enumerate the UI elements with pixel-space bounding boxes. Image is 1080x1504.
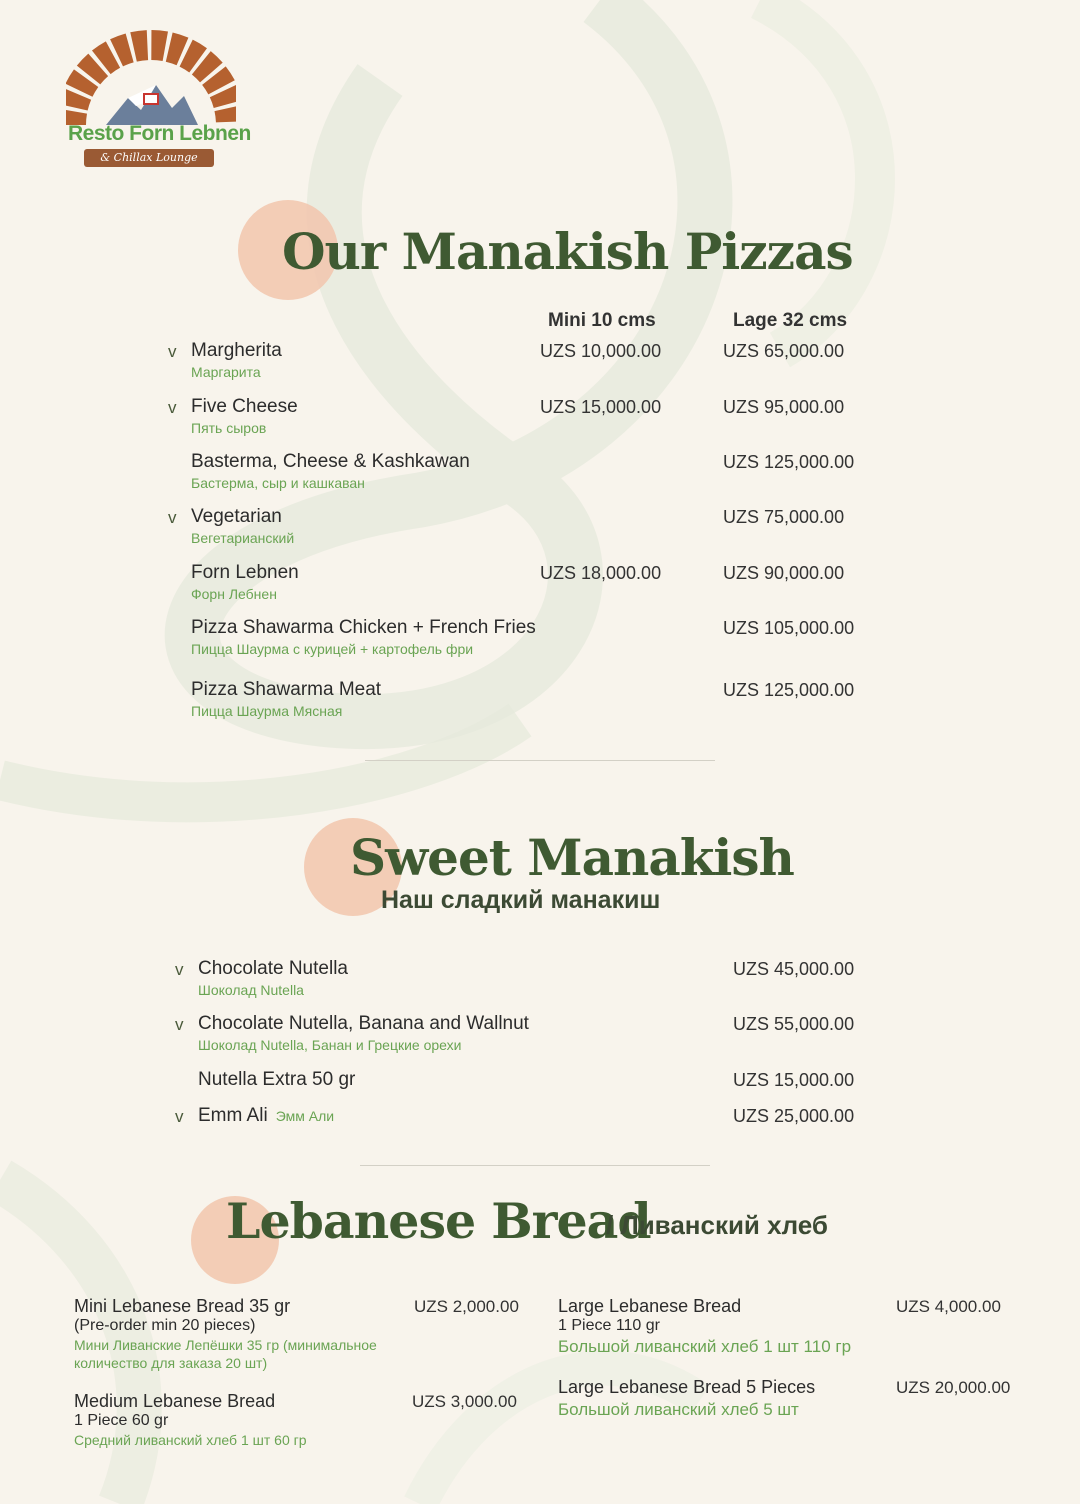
bread-item: [74, 1391, 307, 1448]
menu-item: [198, 958, 348, 998]
item-name: Large Lebanese Bread 5 Pieces: [558, 1377, 816, 1397]
price-large: UZS 90,000.00: [723, 563, 845, 583]
bread-item: [558, 1296, 851, 1357]
price-large: UZS 75,000.00: [723, 507, 845, 527]
bread-title-ru: / Ливанский хлеб: [606, 1210, 828, 1240]
price-large: UZS 65,000.00: [723, 341, 845, 361]
restaurant-logo: [64, 30, 274, 170]
logo-tagline: & Chillax Lounge: [84, 149, 214, 167]
item-name: Forn Lebnen: [191, 562, 299, 583]
price-mini: UZS 18,000.00: [540, 563, 662, 583]
vegetarian-mark: v: [175, 1107, 184, 1126]
vegetarian-mark: v: [168, 342, 177, 361]
item-price: UZS 3,000.00: [412, 1392, 517, 1411]
item-name-ru: Средний ливанский хлеб 1 шт 60 гр: [74, 1432, 307, 1448]
price-mini: UZS 10,000.00: [540, 341, 662, 361]
item-name: Pizza Shawarma Meat: [191, 679, 382, 700]
item-price: UZS 55,000.00: [733, 1014, 855, 1034]
item-name: Emm Ali: [198, 1105, 268, 1126]
item-name: Basterma, Cheese & Kashkawan: [191, 451, 470, 472]
oven-icon: [66, 30, 236, 125]
item-price: UZS 25,000.00: [733, 1106, 855, 1126]
price-large: UZS 125,000.00: [723, 452, 855, 472]
menu-item: [191, 562, 299, 602]
item-name: Mini Lebanese Bread 35 gr: [74, 1296, 291, 1316]
item-price: UZS 15,000.00: [733, 1070, 855, 1090]
item-name: Nutella Extra 50 gr: [198, 1069, 356, 1090]
item-name: Large Lebanese Bread: [558, 1296, 742, 1316]
col-header-large: Lage 32 cms: [733, 310, 848, 331]
price-large: UZS 125,000.00: [723, 680, 855, 700]
section-divider: [365, 760, 715, 761]
item-price: UZS 45,000.00: [733, 959, 855, 979]
item-name-ru: Пицца Шаурма Мясная: [191, 703, 343, 719]
item-name-ru: Шоколад Nutella: [198, 982, 304, 998]
item-name-ru: Большой ливанский хлеб 1 шт 110 гр: [558, 1337, 852, 1356]
menu-item: [191, 679, 381, 719]
item-name-ru: Бастерма, сыр и кашкаван: [191, 475, 365, 491]
item-detail: (Pre-order min 20 pieces): [74, 1317, 256, 1334]
menu-item: [191, 396, 298, 436]
item-price: UZS 4,000.00: [896, 1297, 1001, 1316]
price-mini: UZS 15,000.00: [540, 397, 662, 417]
menu-item: [198, 1013, 529, 1053]
item-name-ru: количество для заказа 20 шт): [74, 1355, 268, 1371]
vegetarian-mark: v: [168, 398, 177, 417]
menu-item: [191, 451, 470, 491]
item-name-ru: Вегетарианский: [191, 530, 295, 546]
item-name: Chocolate Nutella: [198, 958, 348, 979]
sweet-subtitle: Наш сладкий манакиш: [381, 886, 661, 914]
item-price: UZS 20,000.00: [896, 1378, 1011, 1397]
vegetarian-mark: v: [168, 508, 177, 527]
section-divider: [360, 1165, 710, 1166]
bread-item: [558, 1377, 815, 1420]
item-name-ru: Эмм Али: [275, 1108, 335, 1124]
item-name-ru: Большой ливанский хлеб 5 шт: [558, 1400, 799, 1419]
item-name-ru: Шоколад Nutella, Банан и Грецкие орехи: [198, 1037, 462, 1053]
item-price: UZS 2,000.00: [414, 1297, 519, 1316]
item-detail: 1 Piece 60 gr: [74, 1412, 169, 1429]
bread-title: Lebanese Bread: [226, 1192, 651, 1250]
item-name: Margherita: [191, 340, 282, 361]
item-name-ru: Пять сыров: [191, 420, 267, 436]
price-large: UZS 95,000.00: [723, 397, 845, 417]
bread-item: [74, 1296, 377, 1371]
item-name: Five Cheese: [191, 396, 298, 417]
menu-item: [191, 340, 282, 380]
item-name-ru: Форн Лебнен: [191, 586, 277, 602]
item-name-ru: Маргарита: [191, 364, 261, 380]
logo-brand-text: Resto Forn Lebnen: [68, 122, 251, 145]
item-name: Pizza Shawarma Chicken + French Fries: [191, 617, 536, 638]
item-name-ru: Мини Ливанские Лепёшки 35 гр (минимальное: [74, 1337, 377, 1353]
sweet-title: Sweet Manakish: [350, 828, 794, 887]
vegetarian-mark: v: [175, 1015, 184, 1034]
item-name: Vegetarian: [191, 506, 282, 527]
menu-item: [198, 1105, 334, 1127]
menu-item: [198, 1069, 355, 1091]
pizzas-title: Our Manakish Pizzas: [282, 222, 853, 281]
item-name: Chocolate Nutella, Banana and Wallnut: [198, 1013, 529, 1034]
vegetarian-mark: v: [175, 960, 184, 979]
item-name-ru: Пицца Шаурма с курицей + картофель фри: [191, 641, 474, 657]
col-header-mini: Mini 10 cms: [548, 310, 656, 331]
item-detail: 1 Piece 110 gr: [558, 1317, 660, 1334]
item-name: Medium Lebanese Bread: [74, 1391, 276, 1411]
menu-item: [191, 617, 536, 657]
menu-item: [191, 506, 294, 546]
price-large: UZS 105,000.00: [723, 618, 855, 638]
